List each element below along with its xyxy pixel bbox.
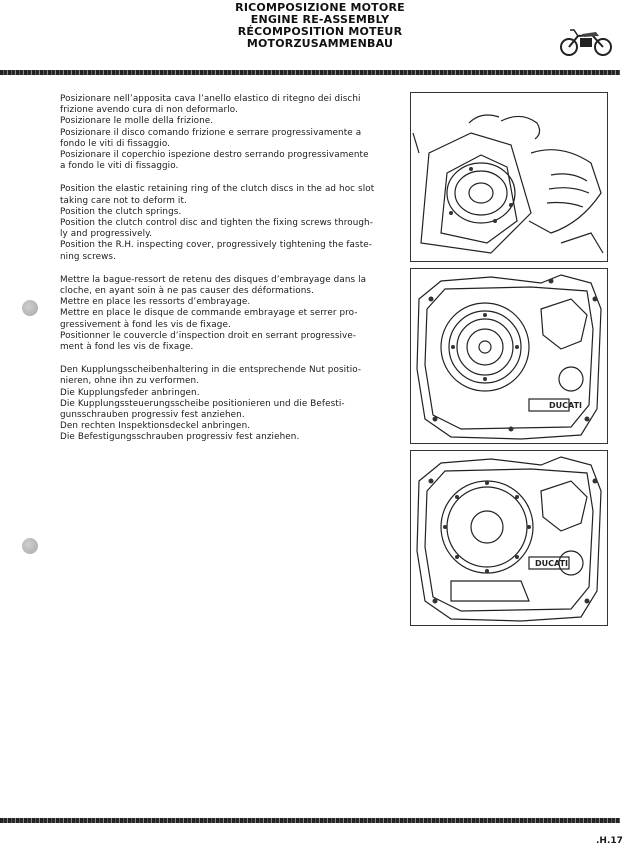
text-line: Position the clutch springs. <box>60 206 182 217</box>
text-line: Posizionare nell’apposita cava l’anello elastico di ritegno dei dischi <box>60 94 361 104</box>
text-line: Posizionare il disco comando frizione e serrare progressivamente a <box>60 127 362 138</box>
text-line: fondo le viti di fissaggio. <box>60 138 171 149</box>
title-german: MOTORZUSAMMENBAU <box>246 37 394 50</box>
text-line: gressivement à fond les vis de fixage. <box>60 319 231 330</box>
text-line: Position the clutch control disc and tighten the fixing screws through- <box>60 218 374 229</box>
text-line: Positionner le couvercle d’inspection droit en serrant progressive- <box>60 330 357 341</box>
text-line: Posizionare il coperchio ispezione destro serrando progressivamente <box>60 150 369 161</box>
text-line: nieren, ohne ihn zu verformen. <box>60 376 200 387</box>
binder-hole <box>22 300 38 316</box>
paragraph-italian <box>60 94 390 172</box>
figure-retaining-ring-install <box>410 92 608 262</box>
binder-hole <box>22 538 38 554</box>
text-line: Den rechten Inspektionsdeckel anbringen. <box>60 421 251 432</box>
bottom-divider <box>0 818 620 823</box>
text-line: Die Kupplungsfeder anbringen. <box>60 387 200 398</box>
engine-label: DUCATI <box>535 559 569 568</box>
text-line: frizione avendo cura di non deformarlo. <box>60 105 238 116</box>
paragraph-english <box>60 184 390 262</box>
text-line: Mettre en place les ressorts d’embrayage. <box>60 297 251 308</box>
title-french: RÉCOMPOSITION MOTEUR <box>237 25 403 38</box>
text-line: Mettre la bague-ressort de retenu des disques d’embrayage dans la <box>60 274 367 285</box>
text-line: Position the elastic retaining ring of the clutch discs in the ad hoc slot <box>60 184 375 195</box>
text-line: Mettre en place le disque de commande embrayage et serrer pro- <box>60 308 358 319</box>
text-line: ning screws. <box>60 251 117 262</box>
text-line: Die Kupplungssteuerungsscheibe positionieren und die Befesti- <box>60 398 345 409</box>
figure-inspection-cover-fitted <box>410 450 608 626</box>
text-line: a fondo le viti di fissaggio. <box>60 161 179 172</box>
text-line: cloche, en ayant soin à ne pas causer des déformations. <box>60 286 314 297</box>
text-line: Position the R.H. inspecting cover, progressively tightening the faste- <box>60 240 373 251</box>
text-line: taking care not to deform it. <box>60 195 187 206</box>
text-line: Die Befestigungsschrauben progressiv fest anziehen. <box>60 432 300 443</box>
motorcycle-icon <box>558 24 614 58</box>
page-number: .H.17 <box>596 836 623 846</box>
text-line: gunsschrauben progressiv fest anziehen. <box>60 410 245 421</box>
top-divider <box>0 70 620 75</box>
text-line: ly and progressively. <box>60 229 153 240</box>
paragraph-french <box>60 275 390 353</box>
text-line: ment à fond les vis de fixage. <box>60 342 194 353</box>
engine-label: DUCATI <box>549 401 583 410</box>
title-english: ENGINE RE-ASSEMBLY <box>250 13 390 26</box>
figure-clutch-disc-installed <box>410 268 608 444</box>
text-line: Posizionare le molle della frizione. <box>60 116 214 127</box>
section-title <box>180 2 460 50</box>
instructions-text <box>60 94 390 456</box>
title-italian: RICOMPOSIZIONE MOTORE <box>235 1 405 14</box>
paragraph-german <box>60 365 390 443</box>
text-line: Den Kupplungsscheibenhaltering in die entsprechende Nut positio- <box>60 365 362 376</box>
